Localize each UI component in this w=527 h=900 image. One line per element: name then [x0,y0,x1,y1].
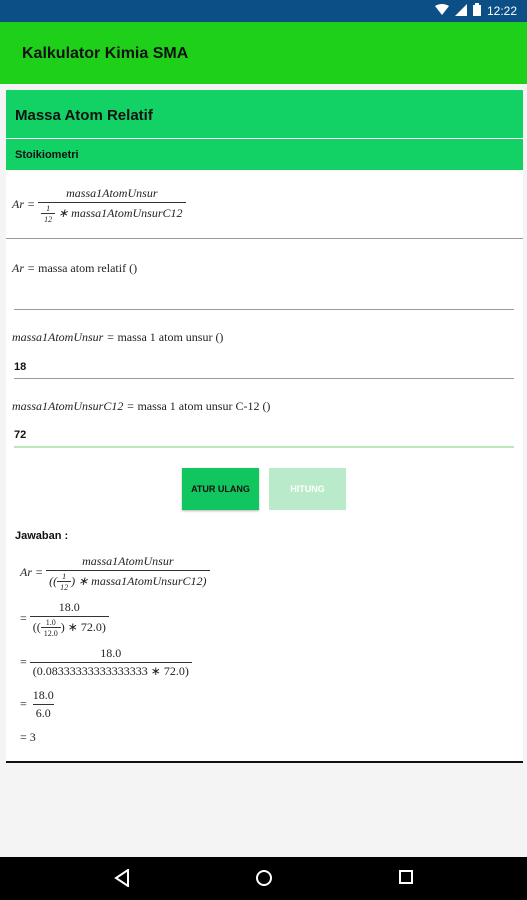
answer-line-4 [20,688,57,721]
formula-denominator [38,202,185,224]
section-header [6,90,523,138]
formula-small-fraction [41,204,55,224]
section-subheader [6,139,523,170]
battery-icon [473,3,481,19]
main-formula [12,186,186,224]
answer-line-1-den-left: (( [49,573,58,588]
answer-line-4-numerator: 18.0 [32,688,54,702]
section-title: Massa Atom Relatif [15,107,153,124]
status-bar [0,0,527,22]
field-ar-symbol: Ar = [12,261,36,275]
field-massa-label [12,330,223,345]
massa-unsur-input[interactable] [14,356,514,379]
answer-line-1-small-num: 1 [62,572,67,581]
status-time: 12:22 [486,4,517,18]
answer-label: Jawaban : [15,530,69,542]
answer-result: = 3 [20,730,36,744]
field-massa-symbol: massa1AtomUnsur = [12,330,115,344]
answer-line-2-fraction [30,600,109,638]
answer-line-1-lhs: Ar = [20,564,44,579]
formula-denominator-text: ∗ massa1AtomUnsurC12 [58,205,183,220]
answer-line-2-small-num: 1.0 [45,618,56,627]
answer-line-2-den-right: ) ∗ 72.0) [60,619,106,634]
formula-numerator: massa1AtomUnsur [66,186,158,200]
answer-line-1-denominator [46,570,209,592]
answer-line-1-numerator: massa1AtomUnsur [82,554,174,568]
small-numerator: 1 [46,204,51,213]
field-massa-description: massa 1 atom unsur () [117,330,224,344]
back-icon[interactable] [114,869,130,892]
answer-line-2-denominator [30,616,109,638]
massa-c12-input[interactable] [14,424,514,448]
navigation-bar [0,857,527,900]
answer-line-3-fraction [30,646,192,679]
answer-line-1-small-fraction [57,572,71,592]
divider [6,238,523,239]
answer-line-2-den-left: (( [32,619,41,634]
answer-line-3-eq: = [20,654,27,669]
answer-line-1-fraction [46,554,209,592]
answer-line-2-numerator: 18.0 [58,600,80,614]
formula-fraction [38,186,185,224]
field-c12-symbol: massa1AtomUnsurC12 = [12,399,135,413]
formula-lhs: Ar = [12,196,36,211]
answer-line-4-eq: = [20,696,27,711]
status-icons [435,3,517,19]
app-bar [0,22,527,84]
field-ar-label [12,261,137,276]
answer-line-2-eq: = [20,610,27,625]
small-denominator: 12 [41,213,55,224]
answer-line-4-fraction [30,688,57,721]
answer-line-3 [20,646,192,679]
answer-line-3-denominator: (0.08333333333333333 ∗ 72.0) [30,662,192,679]
calculate-button[interactable]: HITUNG [269,468,346,510]
ar-input[interactable] [14,287,514,310]
home-icon[interactable] [255,869,273,892]
field-c12-description: massa 1 atom unsur C-12 () [137,399,271,413]
wifi-icon [435,4,449,19]
app-title: Kalkulator Kimia SMA [22,45,189,62]
content-card [6,90,523,763]
answer-line-1-den-right: ) ∗ massa1AtomUnsurC12) [71,573,207,588]
field-ar-description: massa atom relatif () [38,261,138,275]
answer-line-1-small-den: 12 [57,581,71,592]
field-c12-label [12,399,270,414]
answer-line-2-small-fraction [41,618,61,638]
answer-line-2 [20,600,109,638]
reset-button[interactable]: ATUR ULANG [182,468,259,510]
answer-line-1 [20,554,210,592]
answer-line-3-numerator: 18.0 [100,646,122,660]
recents-icon[interactable] [398,869,414,890]
section-subtitle: Stoikiometri [15,149,79,161]
signal-icon [455,4,467,19]
answer-line-2-small-den: 12.0 [41,627,61,638]
answer-line-4-denominator: 6.0 [33,704,54,721]
